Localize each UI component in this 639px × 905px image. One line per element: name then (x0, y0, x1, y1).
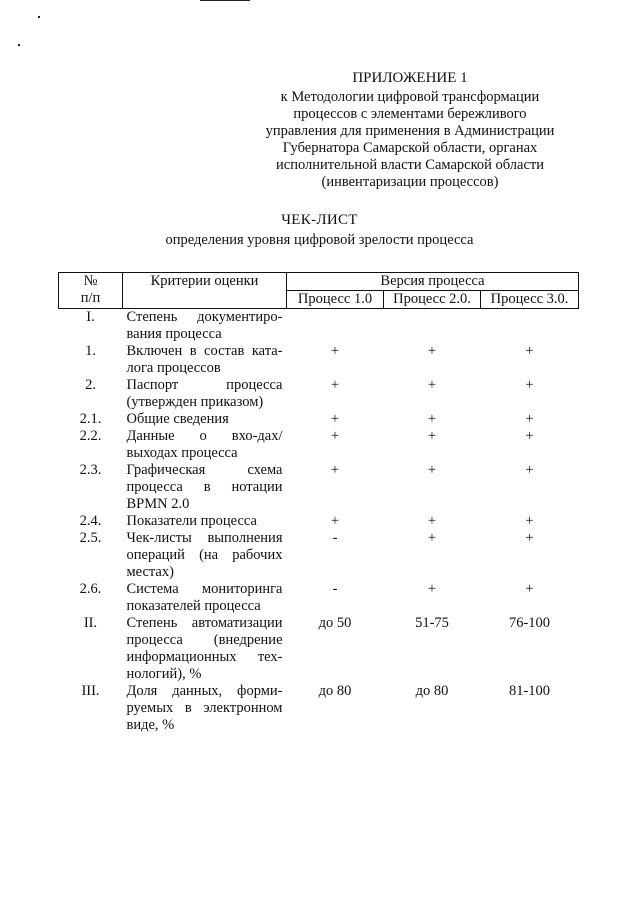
row-value-p1: до 80 (318, 683, 352, 699)
row-criterion: Доля данных, форми-руемых в электронном виде, % (126, 683, 283, 733)
row-value-p3: 76-100 (508, 615, 551, 631)
row-value-p2: + (427, 530, 437, 546)
appendix-line: (инвентаризации процессов) (321, 174, 499, 190)
header-process-3: Процесс 3.0. (481, 291, 579, 309)
header-number-line2: п/п (80, 290, 101, 306)
document-subtitle: определения уровня цифровой зрелости процесса (165, 232, 474, 248)
row-value-p3: + (525, 462, 534, 478)
row-value-p3: + (525, 343, 534, 359)
row-value-p3: + (525, 428, 534, 444)
row-value-p1: + (330, 411, 340, 427)
table-row (59, 343, 579, 377)
row-criterion: Система мониторинга показателей процесса (126, 581, 283, 614)
row-number: 2.4. (79, 513, 102, 529)
row-number: I. (86, 309, 95, 325)
row-criterion: Данные о вхо-дах/выходах процесса (126, 428, 283, 461)
row-value-p2: + (427, 581, 437, 597)
row-value-p1: + (330, 462, 340, 478)
row-criterion: Показатели процесса (126, 513, 257, 529)
row-criterion: Включен в состав ката-лога процессов (126, 343, 283, 376)
row-value-p3: + (525, 411, 534, 427)
row-value-p3: + (525, 581, 534, 597)
row-criterion: Чек-листы выполнения операций (на рабочих местах) (126, 530, 283, 580)
row-value-p1: до 50 (318, 615, 352, 631)
table-row (59, 428, 579, 462)
table-row (59, 513, 579, 530)
row-value-p1: - (332, 530, 338, 546)
header-criteria: Критерии оценки (123, 273, 287, 309)
scan-mark (18, 44, 20, 46)
row-value-p2: + (427, 343, 437, 359)
table-row (59, 581, 579, 615)
appendix-line: исполнительной власти Самарской области (276, 157, 544, 173)
row-value-p1: - (332, 581, 338, 597)
row-value-p1: + (330, 428, 340, 444)
table-row (59, 462, 579, 513)
title-block (0, 212, 639, 249)
table-row (59, 530, 579, 581)
appendix-heading: ПРИЛОЖЕНИЕ 1 (352, 70, 468, 86)
appendix-line: Губернатора Самарской области, органах (282, 140, 538, 156)
row-value-p1: + (330, 343, 340, 359)
row-number: 2.5. (79, 530, 102, 546)
header-number (59, 273, 123, 309)
appendix-line: управления для применения в Администрации (265, 123, 555, 139)
row-number: III. (81, 683, 100, 699)
row-criterion: Графическая схема процесса в нотации BPMN 2.0 (126, 462, 283, 512)
row-value-p2: до 80 (415, 683, 449, 699)
row-number: 2. (85, 377, 96, 393)
document-title: ЧЕК-ЛИСТ (281, 212, 358, 228)
table-row (59, 309, 579, 344)
row-criterion: Степень документиро-вания процесса (126, 309, 283, 342)
header-process-2: Процесс 2.0. (384, 291, 481, 309)
appendix-line: к Методологии цифровой трансформации (280, 89, 540, 105)
row-value-p3: 81-100 (508, 683, 551, 699)
row-value-p3: + (525, 513, 534, 529)
row-criterion: Паспорт процесса (утвержден приказом) (126, 377, 283, 410)
row-number: 2.6. (79, 581, 102, 597)
row-value-p2: + (427, 462, 437, 478)
table-row (59, 683, 579, 734)
row-value-p3: + (525, 377, 534, 393)
scan-mark (200, 0, 250, 1)
row-criterion: Степень автоматизации процесса (внедрение информационных тех-нологий), % (126, 615, 283, 682)
row-number: 2.1. (79, 411, 102, 427)
table-row (59, 411, 579, 428)
row-value-p2: + (427, 513, 437, 529)
table-row (59, 377, 579, 411)
row-value-p2: + (427, 428, 437, 444)
row-value-p2 (384, 309, 481, 344)
row-value-p2: + (427, 377, 437, 393)
header-number-line1: № (83, 273, 98, 289)
appendix-line: процессов с элементами бережливого (293, 106, 527, 122)
row-number: 2.2. (79, 428, 102, 444)
header-version: Версия процесса (287, 273, 579, 291)
scan-mark (38, 16, 40, 18)
row-number: 1. (85, 343, 96, 359)
appendix-block (250, 70, 570, 191)
row-value-p3: + (525, 530, 534, 546)
row-value-p1: + (330, 377, 340, 393)
row-number: 2.3. (79, 462, 102, 478)
header-process-1: Процесс 1.0 (287, 291, 384, 309)
table-row (59, 615, 579, 683)
row-number: II. (83, 615, 98, 631)
header-row (59, 273, 579, 291)
row-value-p2: + (427, 411, 437, 427)
row-value-p3 (481, 309, 579, 344)
checklist-table (58, 272, 579, 734)
row-criterion: Общие сведения (126, 411, 229, 427)
row-value-p2: 51-75 (415, 615, 449, 631)
row-value-p1 (287, 309, 384, 344)
row-value-p1: + (330, 513, 340, 529)
